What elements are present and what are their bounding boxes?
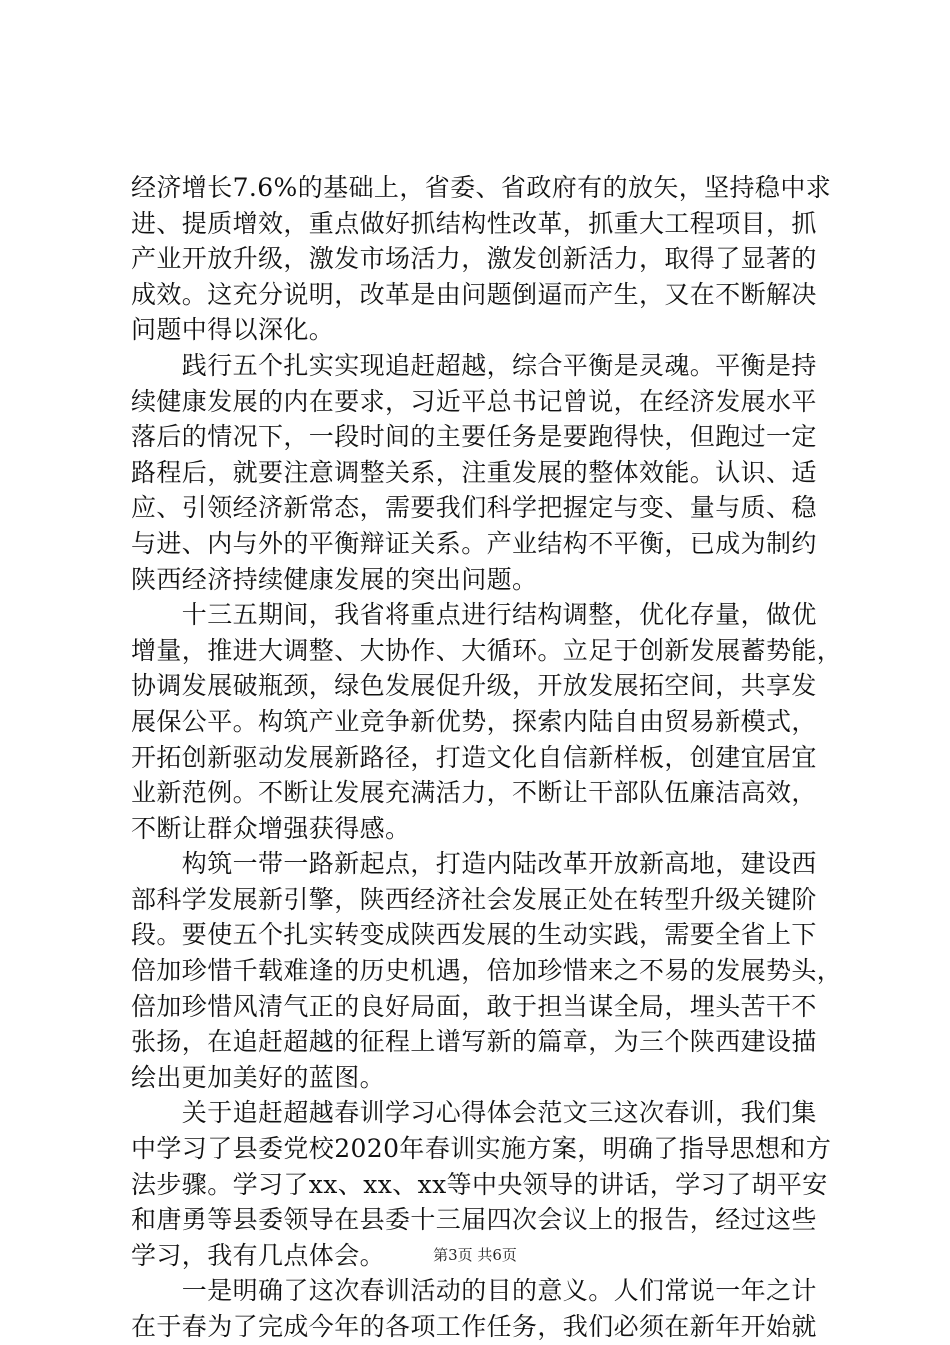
text-line: 法步骤。学习了xx、xx、xx等中央领导的讲话，学习了胡平安 — [131, 1169, 828, 1199]
text-line: 构筑一带一路新起点，打造内陆改革开放新高地，建设西 — [131, 849, 817, 879]
text-line: 陕西经济持续健康发展的突出问题。 — [131, 564, 538, 594]
text-line: 问题中得以深化。 — [131, 315, 335, 345]
document-body — [131, 170, 843, 1345]
text-line: 倍加珍惜风清气正的良好局面，敢于担当谋全局，埋头苦干不 — [131, 991, 817, 1021]
text-line: 一是明确了这次春训活动的目的意义。人们常说一年之计 — [131, 1276, 817, 1306]
text-line: 协调发展破瓶颈，绿色发展促升级，开放发展拓空间，共享发 — [131, 671, 817, 701]
text-line: 进、提质增效，重点做好抓结构性改革，抓重大工程项目，抓 — [131, 208, 817, 238]
text-line: 展保公平。构筑产业竞争新优势，探索内陆自由贸易新模式， — [131, 706, 817, 736]
text-line: 不断让群众增强获得感。 — [131, 813, 411, 843]
text-line: 应、引领经济新常态，需要我们科学把握定与变、量与质、稳 — [131, 493, 817, 523]
text-line: 学习，我有几点体会。 — [131, 1240, 386, 1270]
text-line: 与进、内与外的平衡辩证关系。产业结构不平衡，已成为制约 — [131, 528, 817, 558]
text-line: 续健康发展的内在要求，习近平总书记曾说，在经济发展水平 — [131, 386, 817, 416]
text-line: 张扬，在追赶超越的征程上谱写新的篇章，为三个陕西建设描 — [131, 1027, 817, 1057]
text-line: 部科学发展新引擎，陕西经济社会发展正处在转型升级关键阶 — [131, 884, 817, 914]
text-line: 和唐勇等县委领导在县委十三届四次会议上的报告，经过这些 — [131, 1205, 817, 1235]
text-line: 经济增长7.6%的基础上，省委、省政府有的放矢，坚持稳中求 — [131, 173, 832, 202]
text-line: 践行五个扎实实现追赶超越，综合平衡是灵魂。平衡是持 — [131, 350, 817, 380]
text-line: 倍加珍惜千载难逢的历史机遇，倍加珍惜来之不易的发展势头， — [131, 956, 843, 986]
text-line: 业新范例。不断让发展充满活力，不断让干部队伍廉洁高效， — [131, 778, 817, 808]
text-line: 产业开放升级，激发市场活力，激发创新活力，取得了显著的 — [131, 244, 817, 274]
text-line: 绘出更加美好的蓝图。 — [131, 1062, 386, 1092]
text-line: 开拓创新驱动发展新路径，打造文化自信新样板，创建宜居宜 — [131, 742, 817, 772]
text-line: 增量，推进大调整、大协作、大循环。立足于创新发展蓄势能， — [131, 635, 843, 665]
text-line: 成效。这充分说明，改革是由问题倒逼而产生，又在不断解决 — [131, 279, 817, 309]
text-line: 段。要使五个扎实转变成陕西发展的生动实践，需要全省上下 — [131, 920, 817, 950]
text-line: 十三五期间，我省将重点进行结构调整，优化存量，做优 — [131, 600, 817, 630]
text-line: 中学习了县委党校2020年春训实施方案，明确了指导思想和方 — [131, 1134, 832, 1164]
text-line: 在于春为了完成今年的各项工作任务，我们必须在新年开始就 — [131, 1312, 817, 1341]
text-line: 落后的情况下，一段时间的主要任务是要跑得快，但跑过一定 — [131, 422, 817, 452]
text-line: 关于追赶超越春训学习心得体会范文三这次春训，我们集 — [131, 1098, 817, 1128]
text-line: 路程后，就要注意调整关系，注重发展的整体效能。认识、适 — [131, 457, 817, 487]
page-number-footer: 第3页 共6页 — [433, 1246, 517, 1264]
